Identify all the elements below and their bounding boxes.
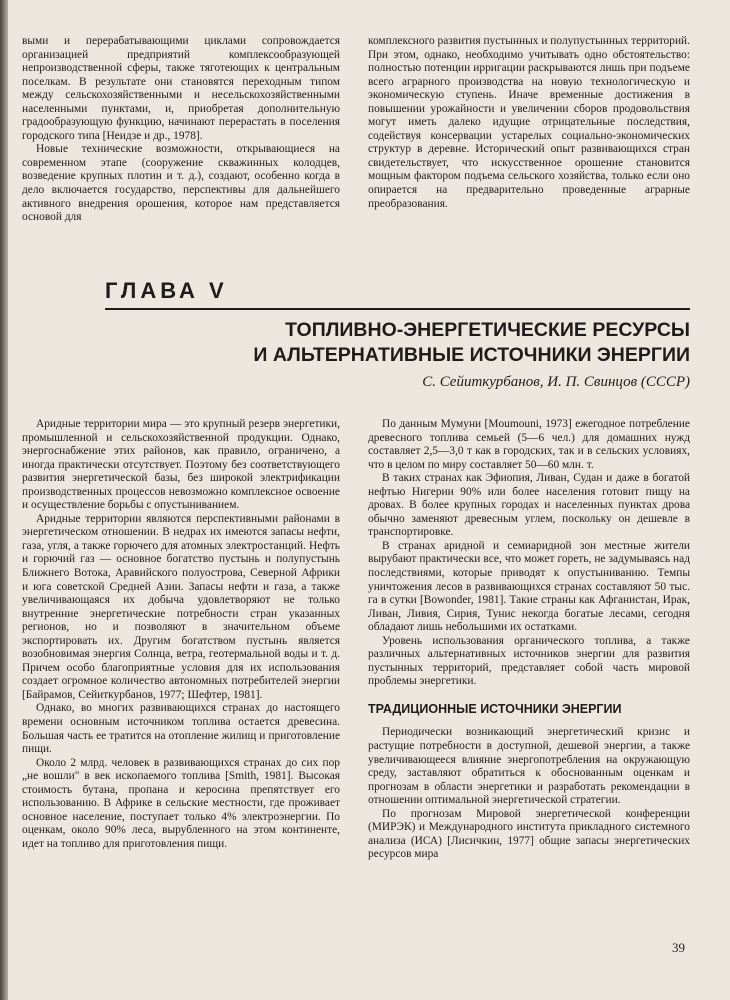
section-heading: ТРАДИЦИОННЫЕ ИСТОЧНИКИ ЭНЕРГИИ (368, 701, 622, 716)
paragraph: Около 2 млрд. человек в развивающихся странах до сих пор „не вошли" в век ископаемого топлива [Smith, 1981]. Высокая стоимость бутана, пропана и керосина препятствует его использованию. В Африке в сельские местности, где проживает основное население, поступает только 4% электроэнергии. По оценкам, около 90% леса, вырубленного на этом континенте, идет на топливо для приготовления пищи. (22, 756, 340, 850)
top-right-column (368, 35, 690, 211)
paragraph: Аридные территории мира — это крупный резерв энергетики, промышленной и сельскохозяйственной продукции. Однако, энергоснабжение этих районов, как правило, ограничено, а иногда практически отсутствует. Поэтому без соответствующего развития энергетической базы, без широкой электрификации производственных процессов невозможно комплексное освоение и осуществление борьбы с опустыниванием. (22, 418, 340, 512)
paragraph: По прогнозам Мировой энергетической конференции (МИРЭК) и Международного института прикладного системного анализа (ИСА) [Лисичкин, 1977] общие запасы энергетических ресурсов мира (368, 807, 690, 861)
paragraph: В таких странах как Эфиопия, Ливан, Судан и даже в богатой нефтью Нигерии 90% или более населения готовит пищу на дровах. В более крупных городах и населенных пунктах дрова обычно заменяют древесным углем, поскольку он дешевле в транспортировке. (368, 472, 690, 539)
page-number: 39 (672, 940, 685, 955)
paragraph: По данным Мумуни [Moumouni, 1973] ежегодное потребление древесного топлива семьей (5—6 чел.) для домашних нужд составляет 2,5—3,0 т как в городских, так и в сельских условиях, что в целом по миру составляет 50—60 млн. т. (368, 418, 690, 471)
paragraph: Периодически возникающий энергетический кризис и растущие потребности в доступной, дешевой энергии, а также увеличивающееся влияние энергопотребления на окружающую среду, заставляют обратиться к обоснованным оценкам и прогнозам в области энергетики и разработать рекомендации в отношении оптимальной энергетической стратегии. (368, 726, 690, 807)
paragraph: комплексного развития пустынных и полупустынных территорий. При этом, однако, необходимо учитывать одно обстоятельство: полностью потенции ирригации раскрываются лишь при подъеме всего аграрного производства на новую технологическую и экономическую ступень. Иначе временные достижения в повышении урожайности и увеличении сборов продовольствия могут иметь далеко идущие отрицательные последствия, содействуя консервации устарелых социально-экономических структур в деревне. Исторический опыт развивающихся стран свидетельствует, что искусственное орошение становится мощным фактором подъема сельского хозяйства, только если оно опирается на предварительно проведенные аграрные преобразования. (368, 35, 690, 210)
chapter-title-line-2: И АЛЬТЕРНАТИВНЫЕ ИСТОЧНИКИ ЭНЕРГИИ (253, 344, 690, 366)
paragraph: В странах аридной и семиаридной зон местные жители вырубают практически все, что может гореть, не задумываясь над последствиями, которые приводят к опустыниванию. Темпы уничтожения лесов в развивающихся странах составляют 50 тыс. га в сутки [Bowonder, 1981]. Такие страны как Афганистан, Ирак, Ливан, Ливия, Сирия, Тунис некогда богатые лесами, сегодня обладают лишь небольшими их остатками. (368, 539, 690, 634)
paragraph: Уровень использования органического топлива, а также различных альтернативных источников энергии для развития пустынных территорий, представляет собой часть мировой проблемы энергетики. (368, 634, 690, 688)
chapter-title (120, 318, 690, 368)
chapter-authors: С. Сейиткурбанов, И. П. Свинцов (СССР) (422, 374, 690, 390)
chapter-title-line-1: ТОПЛИВНО-ЭНЕРГЕТИЧЕСКИЕ РЕСУРСЫ (285, 319, 690, 341)
page-edge-shadow (0, 0, 8, 1000)
chapter-divider (105, 308, 690, 310)
paragraph: Однако, во многих развивающихся странах до настоящего времени основным источником топлива остается древесина. Большая часть ее тратится на отопление жилищ и приготовление пищи. (22, 702, 340, 756)
top-left-column (22, 35, 340, 225)
bottom-right-column (368, 418, 690, 862)
bottom-left-column (22, 418, 340, 852)
paragraph: выми и перерабатывающими циклами сопровождается организацией предприятий комплексообразующей непроизводственной сферы, также тяготеющих к центральным поселкам. В результате они становятся переходным типом между сельскохозяйственными и несельскохозяйственными населенными пунктами, и, приобретая дополнительную градообразующую функцию, начинают перерастать в поселения городского типа [Неидзе и др., 1978]. (22, 35, 340, 142)
chapter-label: ГЛАВА V (105, 278, 228, 303)
paragraph: Новые технические возможности, открывающиеся на современном этапе (сооружение скважинных колодцев, возведение крупных плотин и т. д.), создают, особенно когда в дело включается государство, перспективы для дальнейшего активного внедрения орошения, которое нам представляется основой для (22, 143, 340, 224)
paragraph: Аридные территории являются перспективными районами в энергетическом отношении. В недрах их имеются запасы нефти, газа, угля, а также горючего для атомных электростанций. Нефть и горючий газ — основное богатство пустынь и полупустынь Ближнего Вотока, Аравийского полуострова, Северной Африки и юга советской Средней Азии. Запасы нефти и газа, а также увеличивающаяся их добыча удовлетворяют не только внутренние энергетические потребности стран указанных регионов, но и позволяют в значительном объеме экспортировать их. Другим богатством пустынь является возобновимая энергия Солнца, ветра, геотермальной воды и т. д. Причем особо благоприятные условия для их использования создает огромное количество автономных потребителей энергии [Байрамов, Сейиткурбанов, 1977; Шефтер, 1981]. (22, 512, 340, 701)
